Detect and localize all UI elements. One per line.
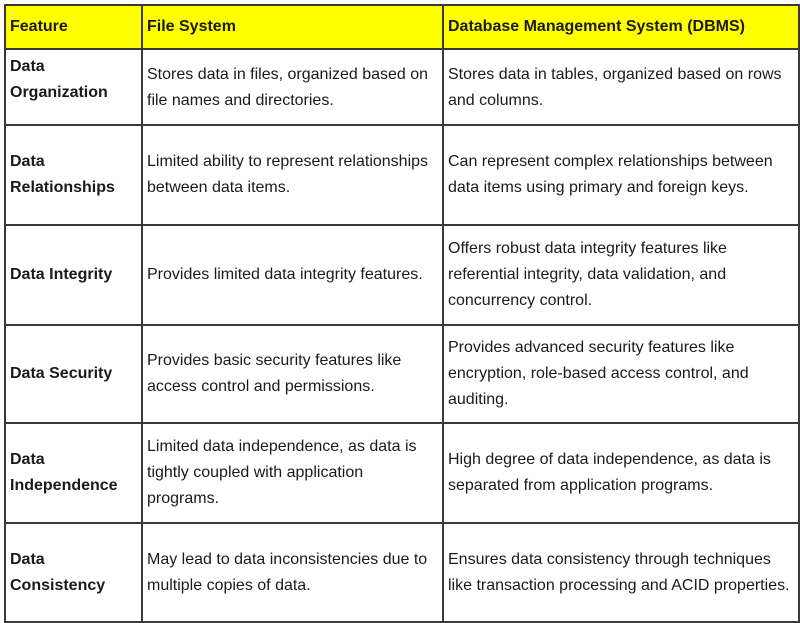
- dbms-cell: Can represent complex relationships between data items using primary and foreign keys.: [443, 125, 799, 225]
- feature-cell: Data Organization: [5, 49, 142, 125]
- comparison-table: [4, 4, 800, 623]
- file-system-cell: Limited data independence, as data is tightly coupled with application programs.: [142, 423, 443, 523]
- feature-cell: Data Relationships: [5, 125, 142, 225]
- header-dbms: Database Management System (DBMS): [443, 5, 799, 49]
- table-row: [5, 523, 799, 622]
- table-row: [5, 325, 799, 423]
- feature-cell: Data Consistency: [5, 523, 142, 622]
- table-row: [5, 125, 799, 225]
- header-feature: Feature: [5, 5, 142, 49]
- header-file-system: File System: [142, 5, 443, 49]
- feature-cell: Data Independence: [5, 423, 142, 523]
- feature-cell: Data Security: [5, 325, 142, 423]
- dbms-cell: Stores data in tables, organized based on rows and columns.: [443, 49, 799, 125]
- file-system-cell: Limited ability to represent relationships between data items.: [142, 125, 443, 225]
- feature-cell: Data Integrity: [5, 225, 142, 325]
- table-row: [5, 423, 799, 523]
- file-system-cell: Provides basic security features like access control and permissions.: [142, 325, 443, 423]
- table-row: [5, 49, 799, 125]
- header-row: [5, 5, 799, 49]
- dbms-cell: High degree of data independence, as data is separated from application programs.: [443, 423, 799, 523]
- dbms-cell: Offers robust data integrity features like referential integrity, data validation, and concurrency control.: [443, 225, 799, 325]
- table-row: [5, 225, 799, 325]
- file-system-cell: Provides limited data integrity features.: [142, 225, 443, 325]
- file-system-cell: May lead to data inconsistencies due to multiple copies of data.: [142, 523, 443, 622]
- dbms-cell: Provides advanced security features like encryption, role-based access control, and auditing.: [443, 325, 799, 423]
- dbms-cell: Ensures data consistency through techniques like transaction processing and ACID properties.: [443, 523, 799, 622]
- file-system-cell: Stores data in files, organized based on file names and directories.: [142, 49, 443, 125]
